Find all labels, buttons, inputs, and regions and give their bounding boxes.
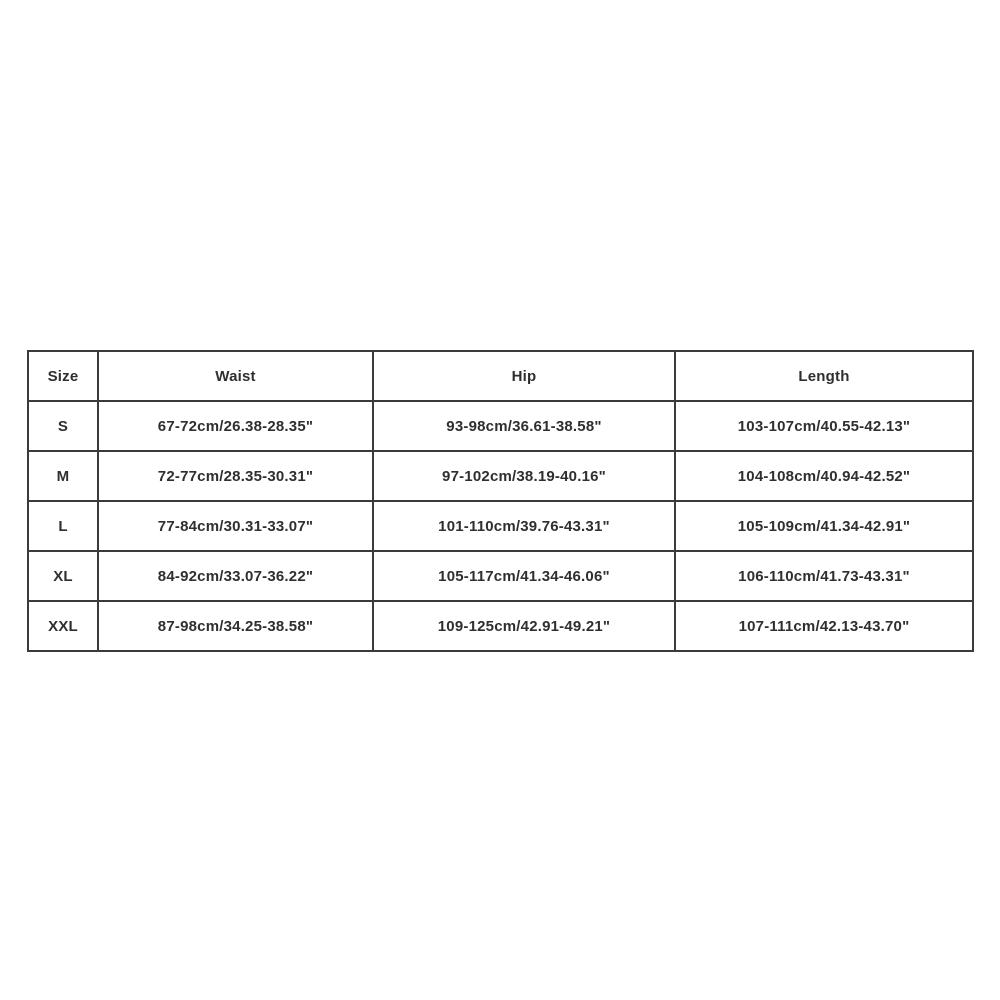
column-header-hip: Hip xyxy=(373,351,675,401)
cell-hip: 101-110cm/39.76-43.31" xyxy=(373,501,675,551)
cell-hip: 93-98cm/36.61-38.58" xyxy=(373,401,675,451)
table-row xyxy=(28,551,973,601)
table-row xyxy=(28,601,973,651)
table-header-row xyxy=(28,351,973,401)
cell-waist: 77-84cm/30.31-33.07" xyxy=(98,501,373,551)
table-row xyxy=(28,501,973,551)
cell-hip: 105-117cm/41.34-46.06" xyxy=(373,551,675,601)
cell-size: M xyxy=(28,451,98,501)
size-chart-table xyxy=(27,350,974,652)
cell-length: 106-110cm/41.73-43.31" xyxy=(675,551,973,601)
cell-size: S xyxy=(28,401,98,451)
column-header-waist: Waist xyxy=(98,351,373,401)
column-header-size: Size xyxy=(28,351,98,401)
column-header-length: Length xyxy=(675,351,973,401)
cell-length: 105-109cm/41.34-42.91" xyxy=(675,501,973,551)
cell-hip: 97-102cm/38.19-40.16" xyxy=(373,451,675,501)
cell-length: 107-111cm/42.13-43.70" xyxy=(675,601,973,651)
cell-size: L xyxy=(28,501,98,551)
cell-length: 104-108cm/40.94-42.52" xyxy=(675,451,973,501)
table-row xyxy=(28,401,973,451)
table-row xyxy=(28,451,973,501)
cell-waist: 67-72cm/26.38-28.35" xyxy=(98,401,373,451)
cell-waist: 84-92cm/33.07-36.22" xyxy=(98,551,373,601)
cell-size: XL xyxy=(28,551,98,601)
cell-hip: 109-125cm/42.91-49.21" xyxy=(373,601,675,651)
cell-size: XXL xyxy=(28,601,98,651)
cell-waist: 87-98cm/34.25-38.58" xyxy=(98,601,373,651)
cell-length: 103-107cm/40.55-42.13" xyxy=(675,401,973,451)
cell-waist: 72-77cm/28.35-30.31" xyxy=(98,451,373,501)
